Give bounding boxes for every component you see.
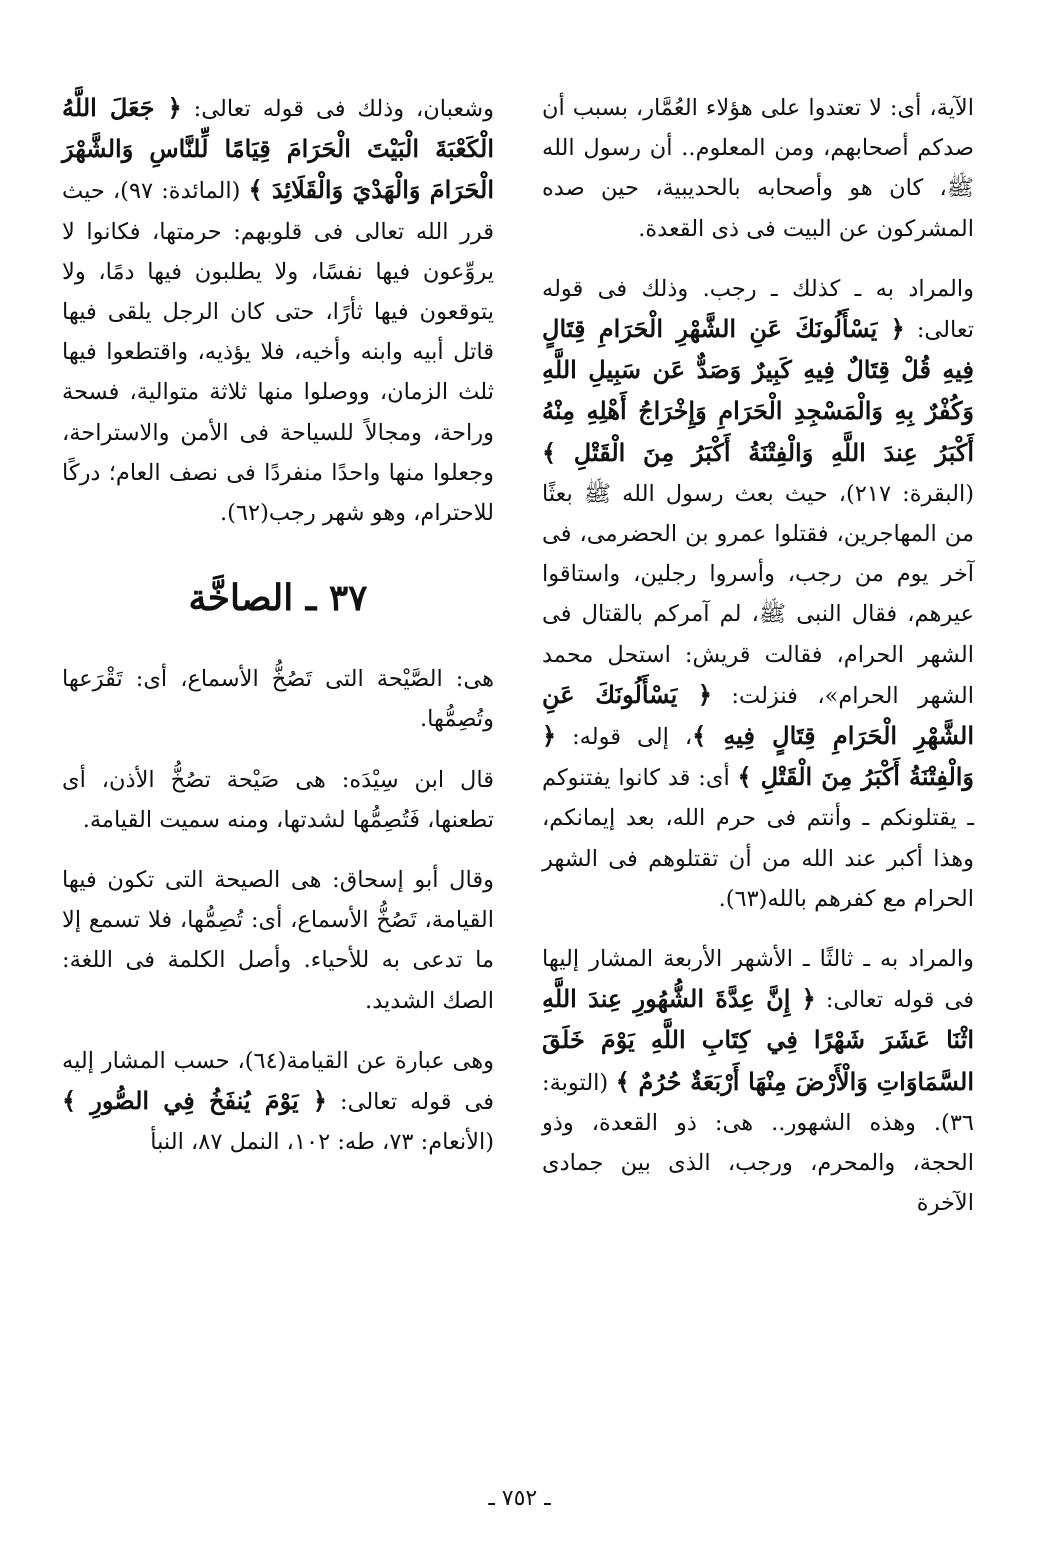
body-text: وشعبان، وذلك فى قوله تعالى: xyxy=(193,96,495,122)
paragraph xyxy=(542,88,974,249)
body-text: والمراد به ـ كذلك ـ رجب. وذلك فى قوله تعالى: xyxy=(542,275,974,344)
body-text: قال ابن سِيْدَه: هى صَيْحة تصُخُّ الأذن، أى تطعنها، فَتُصِمُّها لشدتها، ومنه سميت القيامة. xyxy=(62,766,494,833)
paragraph xyxy=(542,939,974,1223)
body-text: (المائدة: ٩٧)، حيث قرر الله تعالى فى قلوبهم: حرمتها، فكانوا لا يروِّعون فيها نفسًا، ولا يطلبون فيها دمًا، ولا يتوقعون فيها ثأرًا، حتى كان الرجل يلقى فيها قاتل أبيه وابنه وأخيه، فلا يؤذيه، واقتطعوا فيها ثلث الزمان، ووصلوا منها ثلاثة متوالية، فسحة وراحة، ومجالاً للسياحة فى الأمن والاستراحة، وجعلوا منها واحدًا منفردًا فى نصف العام؛ دركًا للاحترام، وهو شهر رجب(٦٢). xyxy=(62,178,494,527)
quran-verse: ﴿ يَوْمَ يُنفَخُ فِي الصُّورِ ﴾ xyxy=(62,1086,327,1116)
quran-verse: ﴿ جَعَلَ اللَّهُ الْكَعْبَةَ الْبَيْتَ الْحَرَامَ قِيَامًا لِّلنَّاسِ وَالشَّهْرَ الْحَرَامَ وَالْهَدْيَ وَالْقَلَائِدَ ﴾ xyxy=(62,93,495,205)
paragraph xyxy=(62,860,494,1021)
body-text: وهى عبارة عن القيامة(٦٤)، حسب المشار إليه فى قوله تعالى: xyxy=(62,1047,495,1116)
page-number: ـ ٧٥٢ ـ xyxy=(488,1486,551,1511)
body-text: (البقرة: ٢١٧)، حيث بعث رسول الله ﷺ بعثًا من المهاجرين، فقتلوا عمرو بن الحضرمى، فى آخر يوم من رجب، وأسروا رجلين، واستاقوا عيرهم، فقال النبى ﷺ، لم آمركم بالقتال فى الشهر الحرام، فقالت قريش: استحل محمد الشهر الحرام»، فنزلت: xyxy=(542,480,975,709)
body-text: أى: قد كانوا يفتنوكم ـ يقتلونكم ـ وأنتم فى حرم الله، بعد إيمانكم، وهذا أكبر عند الله من أن تقتلوهم فى الشهر الحرام مع كفرهم بالله(٦٣). xyxy=(542,765,974,912)
paragraph xyxy=(62,88,494,533)
body-text: (التوبة: ٣٦). وهذه الشهور.. هى: ذو القعدة، وذو الحجة، والمحرم، ورجب، الذى بين جمادى الآخرة xyxy=(542,1069,974,1217)
section-heading: ٣٧ ـ الصاخَّة xyxy=(188,577,368,620)
paragraph xyxy=(62,1041,494,1163)
paragraph xyxy=(62,659,494,739)
left-column xyxy=(62,88,494,1182)
quran-verse: ﴿ يَسْأَلُونَكَ عَنِ الشَّهْرِ الْحَرَامِ قِتَالٍ فِيهِ ﴾ xyxy=(542,679,975,751)
quran-verse: ﴿ يَسْأَلُونَكَ عَنِ الشَّهْرِ الْحَرَامِ قِتَالٍ فِيهِ قُلْ قِتَالٌ فِيهِ كَبِيرٌ وَصَدٌّ عَن سَبِيلِ اللَّهِ وَكُفْرٌ بِهِ وَالْمَسْجِدِ الْحَرَامِ وَإِخْرَاجُ أَهْلِهِ مِنْهُ أَكْبَرُ عِندَ اللَّهِ وَالْفِتْنَةُ أَكْبَرُ مِنَ الْقَتْلِ ﴾ xyxy=(542,314,974,467)
body-text: ، إلى قوله: xyxy=(572,724,693,751)
body-text: والمراد به ـ ثالثًا ـ الأشهر الأربعة المشار إليها فى قوله تعالى: xyxy=(542,946,974,1014)
body-text: هى: الصَّيْحة التى تَصُخُّ الأسماع، أى: تَقْرَعها وتُصِمُّها. xyxy=(62,666,494,733)
body-text: وقال أبو إسحاق: هى الصيحة التى تكون فيها القيامة، تَصُخُّ الأسماع، أى: تُصِمُّها، فلا تسمع إلا ما تدعى به للأحياء. وأصل الكلمة فى اللغة: الصك الشديد. xyxy=(62,867,494,1014)
paragraph xyxy=(542,269,974,919)
quran-verse: ﴿ وَالْفِتْنَةُ أَكْبَرُ مِنَ الْقَتْلِ ﴾ xyxy=(542,721,975,792)
body-text: الآية، أى: لا تعتدوا على هؤلاء العُمَّار، بسبب أن صدكم أصحابهم، ومن المعلوم.. أن رسول الله ﷺ، كان هو وأصحابه بالحديبية، حين صده المشركون عن البيت فى ذى القعدة. xyxy=(542,95,974,242)
paragraph xyxy=(62,760,494,840)
right-column xyxy=(542,88,974,1243)
body-text: (الأنعام: ٧٣، طه: ١٠٢، النمل ٨٧، النبأ xyxy=(150,1129,494,1156)
quran-verse: ﴿ إِنَّ عِدَّةَ الشُّهُورِ عِندَ اللَّهِ اثْنَا عَشَرَ شَهْرًا فِي كِتَابِ اللَّهِ يَوْمَ خَلَقَ السَّمَاوَاتِ وَالْأَرْضَ مِنْهَا أَرْبَعَةٌ حُرُمٌ ﴾ xyxy=(542,984,974,1096)
